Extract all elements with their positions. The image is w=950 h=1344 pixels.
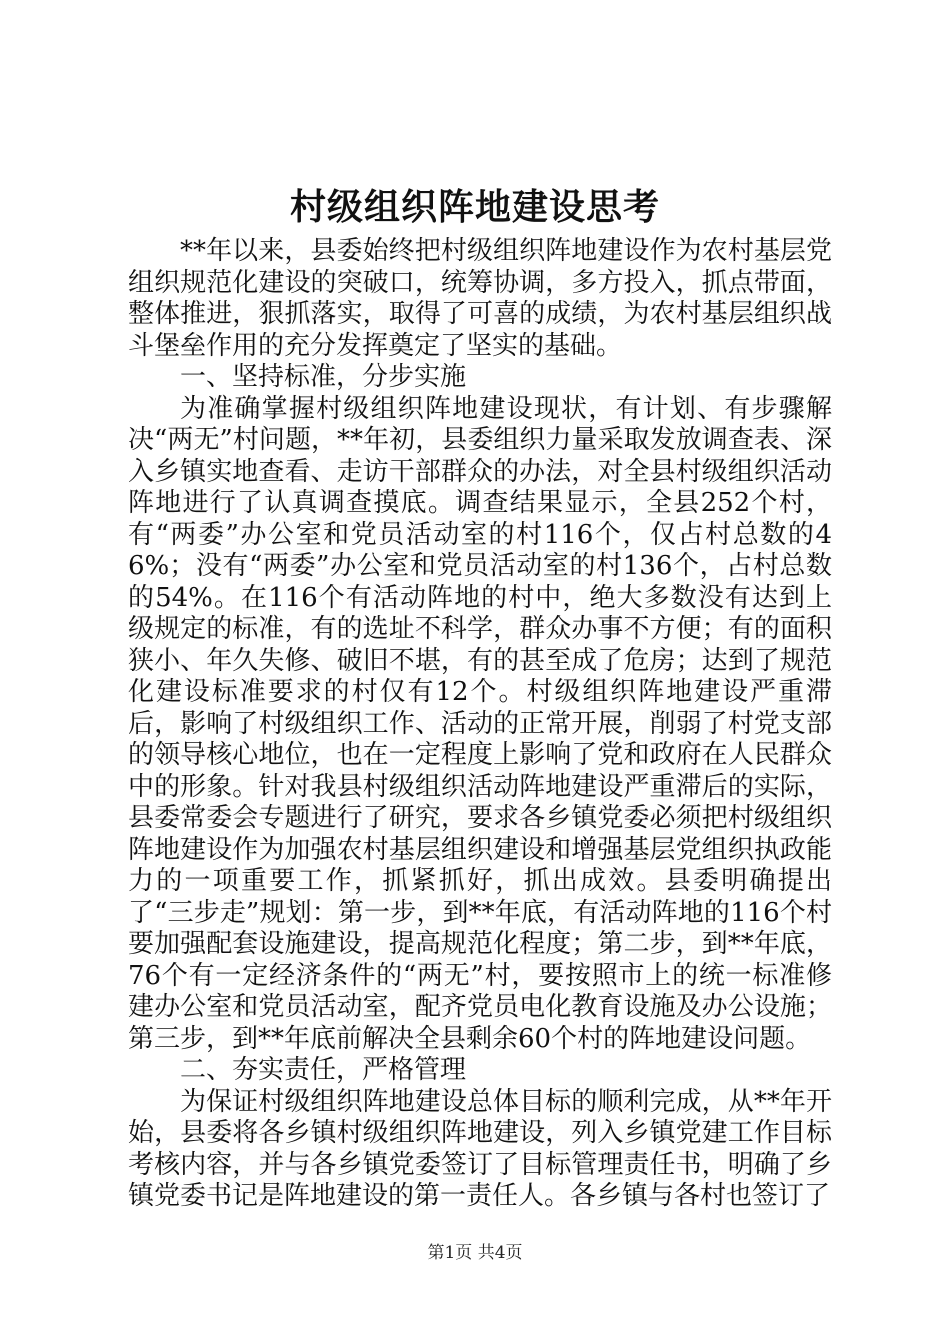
section-2-paragraph: 为保证村级组织阵地建设总体目标的顺利完成，从**年开始，县委将各乡镇村级组织阵地建设，列入乡镇党建工作目标考核内容，并与各乡镇党委签订了目标管理责任书，明确了乡镇党委书记是阵地建设的第一责任人。各乡镇与各村也签订了 (128, 1086, 832, 1211)
page-footer: 第1页 共4页 (427, 1243, 523, 1263)
section-1-paragraph: 为准确掌握村级组织阵地建设现状，有计划、有步骤解决“两无”村问题，**年初，县委组织力量采取发放调查表、深入乡镇实地查看、走访干部群众的办法，对全县村级组织活动阵地进行了认真调查摸底。调查结果显示，全县252个村，有“两委”办公室和党员活动室的村116个，仅占村总数的46%；没有“两委”办公室和党员活动室的村136个，占村总数的54%。在116个有活动阵地的村中，绝大多数没有达到上级规定的标准，有的选址不科学，群众办事不方便；有的面积狭小、年久失修、破旧不堪，有的甚至成了危房；达到了规范化建设标准要求的村仅有12个。村级组织阵地建设严重滞后，影响了村级组织工作、活动的正常开展，削弱了村党支部的领导核心地位，也在一定程度上影响了党和政府在人民群众中的形象。针对我县村级组织活动阵地建设严重滞后的实际，县委常委会专题进行了研究，要求各乡镇党委必须把村级组织阵地建设作为加强农村基层组织建设和增强基层党组织执政能力的一项重要工作，抓紧抓好，抓出成效。县委明确提出了“三步走”规划：第一步，到**年底，有活动阵地的116个村要加强配套设施建设，提高规范化程度；第二步，到**年底，76个有一定经济条件的“两无”村，要按照市上的统一标准修建办公室和党员活动室，配齐党员电化教育设施及办公设施；第三步，到**年底前解决全县剩余60个村的阵地建设问题。 (128, 393, 832, 1054)
document-body (128, 236, 832, 1213)
intro-paragraph: **年以来，县委始终把村级组织阵地建设作为农村基层党组织规范化建设的突破口，统筹协调，多方投入，抓点带面，整体推进，狠抓落实，取得了可喜的成绩，为农村基层组织战斗堡垒作用的充分发挥奠定了坚实的基础。 (128, 236, 832, 361)
document-title: 村级组织阵地建设思考 (289, 187, 660, 228)
section-heading-1: 一、坚持标准，分步实施 (180, 362, 467, 392)
section-heading-2: 二、夯实责任，严格管理 (180, 1055, 467, 1085)
